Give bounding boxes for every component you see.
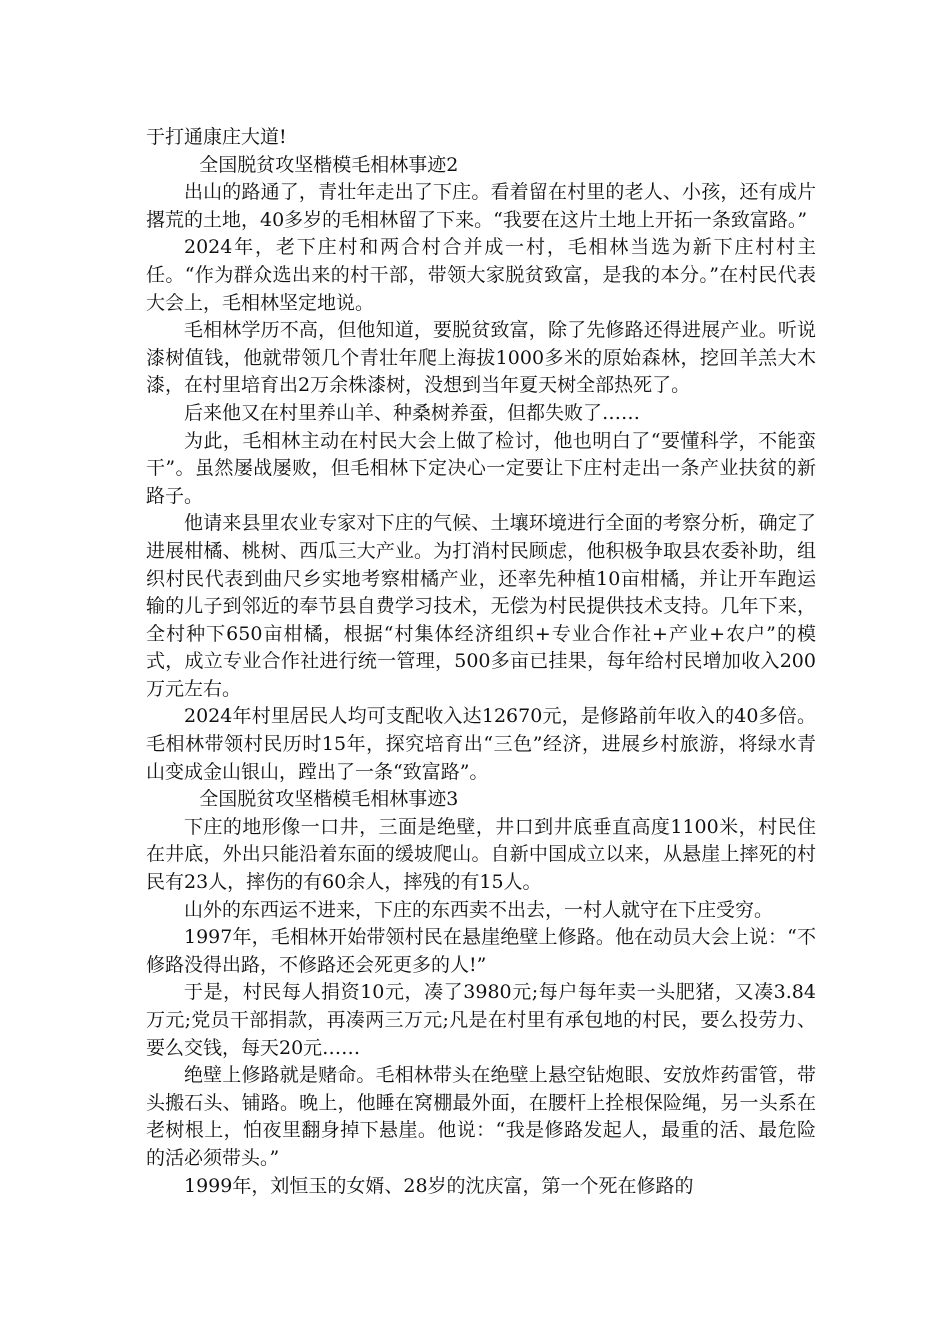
paragraph-continuation: 于打通康庄大道! [146,126,287,148]
paragraph: 1997年，毛相林开始带领村民在悬崖绝壁上修路。他在动员大会上说：“不修路没得出路，不修路还会死更多的人!” [146,926,816,976]
paragraph: 绝壁上修路就是赌命。毛相林带头在绝壁上悬空钻炮眼、安放炸药雷管，带头搬石头、铺路。晚上，他睡在窝棚最外面，在腰杆上拴根保险绳，另一头系在老树根上，怕夜里翻身掉下悬崖。他说：“我是修路发起人，最重的活、最危险的活必须带头。” [146,1064,816,1169]
paragraph: 山外的东西运不进来，下庄的东西卖不出去，一村人就守在下庄受穷。 [184,898,774,921]
section-heading-2: 全国脱贫攻坚楷模毛相林事迹2 [199,153,459,176]
section-heading-3: 全国脱贫攻坚楷模毛相林事迹3 [199,788,459,811]
paragraph: 为此，毛相林主动在村民大会上做了检讨，他也明白了“要懂科学，不能蛮干”。虽然屡战屡败，但毛相林下定决心一定要让下庄村走出一条产业扶贫的新路子。 [146,429,816,507]
paragraph: 2024年，老下庄村和两合村合并成一村，毛相林当选为新下庄村村主任。“作为群众选出来的村干部，带领大家脱贫致富，是我的本分。”在村民代表大会上，毛相林坚定地说。 [146,236,816,314]
document-body [146,124,816,1200]
paragraph: 他请来县里农业专家对下庄的气候、土壤环境进行全面的考察分析，确定了进展柑橘、桃树、西瓜三大产业。为打消村民顾虑，他积极争取县农委补助，组织村民代表到曲尺乡实地考察柑橘产业，还率先种植10亩柑橘，并让开车跑运输的儿子到邻近的奉节县自费学习技术，无偿为村民提供技术支持。几年下来，全村种下650亩柑橘，根据“村集体经济组织+专业合作社+产业+农户”的模式，成立专业合作社进行统一管理，500多亩已挂果，每年给村民增加收入200万元左右。 [146,512,816,700]
paragraph: 后来他又在村里养山羊、种桑树养蚕，但都失败了…… [184,401,641,424]
paragraph: 下庄的地形像一口井，三面是绝壁，井口到井底垂直高度1100米，村民住在井底，外出只能沿着东面的缓坡爬山。自新中国成立以来，从悬崖上摔死的村民有23人，摔伤的有60余人，摔残的有15人。 [146,815,816,894]
paragraph: 2024年村里居民人均可支配收入达12670元，是修路前年收入的40多倍。毛相林带领村民历时15年，探究培育出“三色”经济，进展乡村旅游，将绿水青山变成金山银山，蹚出了一条“致富路”。 [146,705,816,783]
paragraph: 于是，村民每人捐资10元，凑了3980元;每户每年卖一头肥猪，又凑3.84万元;党员干部捐款，再凑两三万元;凡是在村里有承包地的村民，要么投劳力、要么交钱，每天20元…… [146,981,816,1059]
paragraph: 毛相林学历不高，但他知道，要脱贫致富，除了先修路还得进展产业。听说漆树值钱，他就带领几个青壮年爬上海拔1000多米的原始森林，挖回羊羔大木漆，在村里培育出2万余株漆树，没想到当年夏天树全部热死了。 [146,319,816,397]
paragraph: 出山的路通了，青壮年走出了下庄。看着留在村里的老人、小孩，还有成片撂荒的土地，40多岁的毛相林留了下来。“我要在这片土地上开拓一条致富路。” [146,181,816,231]
paragraph: 1999年，刘恒玉的女婿、28岁的沈庆富，第一个死在修路的 [184,1174,694,1197]
